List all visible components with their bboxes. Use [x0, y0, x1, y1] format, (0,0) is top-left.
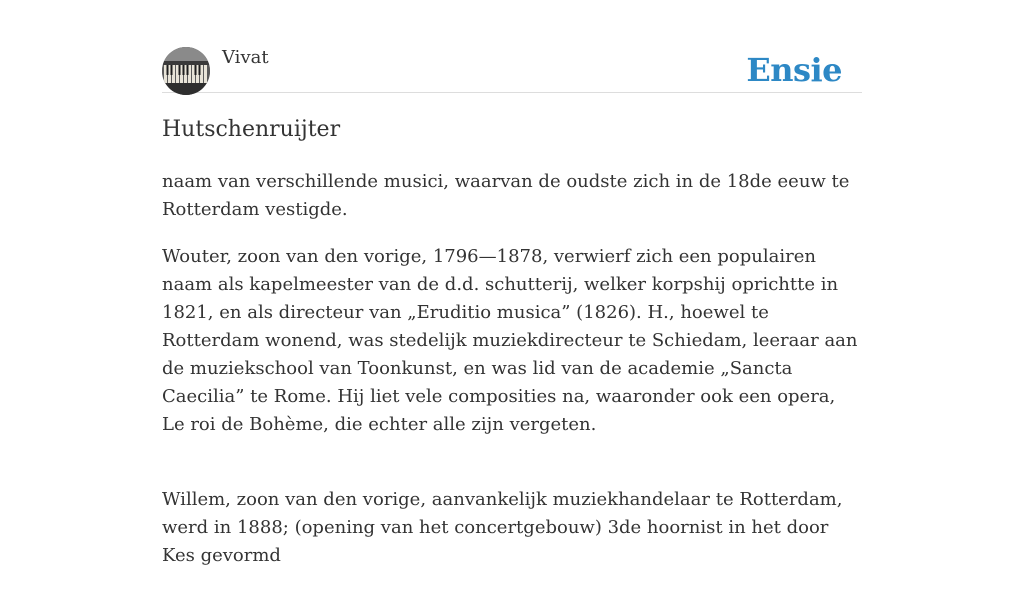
paragraph: naam van verschillende musici, waarvan de oudste zich in de 18de eeuw te Rotterdam vestigde.	[162, 171, 850, 220]
header	[162, 0, 862, 93]
paragraph-gap	[162, 458, 862, 486]
avatar[interactable]	[162, 47, 210, 95]
paragraph: Willem, zoon van den vorige, aanvankelijk muziekhandelaar te Rotterdam, werd in 1888; (opening van het concertgebouw) 3de hoornist in het door Kes gevormd	[162, 489, 843, 566]
article-body	[162, 168, 862, 589]
piano-keys-icon	[162, 47, 210, 95]
brand-logo[interactable]: Ensie	[746, 51, 842, 89]
page-container	[162, 0, 862, 566]
page-title: Hutschenruijter	[162, 117, 341, 142]
author-name[interactable]: Vivat	[222, 47, 269, 68]
paragraph: Wouter, zoon van den vorige, 1796—1878, verwierf zich een populairen naam als kapelmeester van de d.d. schutterij, welker korpshij oprichtte in 1821, en als directeur van „Eruditio musica” (1826). H., hoewel te Rotterdam wonend, was stedelijk muziekdirecteur te Schiedam, leeraar aan de muziekschool van Toonkunst, en was lid van de academie „Sancta Caecilia” te Rome. Hij liet vele composities na, waaronder ook een opera, Le roi de Bohème, die echter alle zijn vergeten.	[162, 246, 858, 435]
